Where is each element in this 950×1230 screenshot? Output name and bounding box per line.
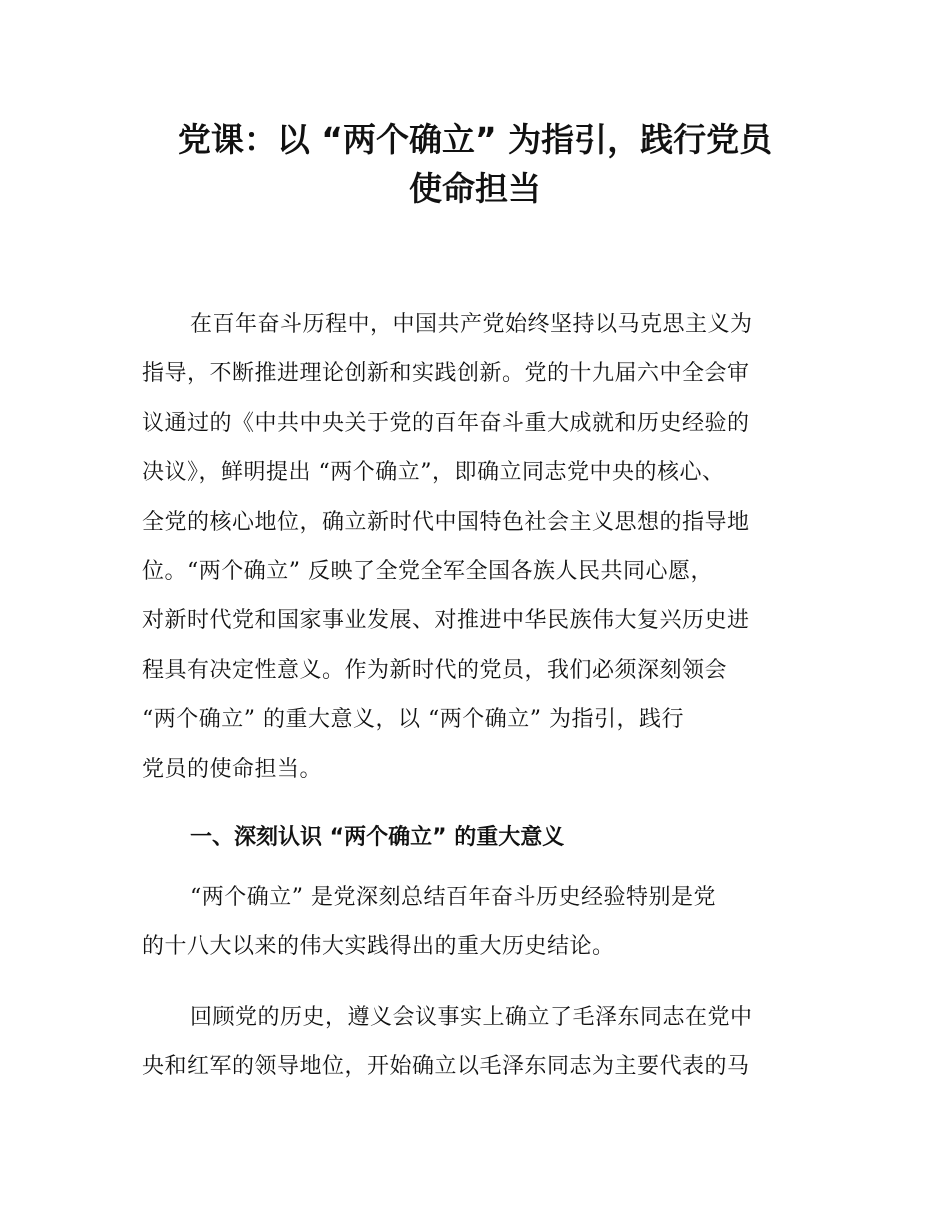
intro-paragraph	[142, 300, 817, 794]
document-title-line-1: 党课：以 “两个确立” 为指引，践行党员	[177, 120, 773, 159]
paragraph-line: “两个确立” 的重大意义，以 “两个确立” 为指引，践行	[142, 707, 684, 733]
paragraph-line: 回顾党的历史，遵义会议事实上确立了毛泽东同志在党中	[190, 1005, 753, 1030]
body-paragraph	[142, 873, 817, 972]
document-title-line-2: 使命担当	[409, 169, 541, 208]
paragraph-line: 央和红军的领导地位，开始确立以毛泽东同志为主要代表的马	[142, 1054, 750, 1080]
paragraph-line: 决议》，鲜明提出 “两个确立”，即确立同志党中央的核心、	[142, 460, 725, 486]
paragraph-line: 在百年奋斗历程中，中国共产党始终坚持以马克思主义为	[190, 312, 753, 337]
paragraph-line: 对新时代党和国家事业发展、对推进中华民族伟大复兴历史进	[142, 608, 750, 634]
paragraph-line: 议通过的《中共中央关于党的百年奋斗重大成就和历史经验的	[142, 410, 750, 436]
paragraph-line: 全党的核心地位，确立新时代中国特色社会主义思想的指导地	[142, 509, 750, 535]
body-paragraph	[142, 993, 817, 1092]
paragraph-line: 位。“两个确立” 反映了全党全军全国各族人民共同心愿，	[142, 559, 713, 585]
paragraph-line: “两个确立” 是党深刻总结百年奋斗历史经验特别是党	[190, 885, 716, 910]
paragraph-line: 党员的使命担当。	[142, 756, 323, 782]
paragraph-line: 程具有决定性意义。作为新时代的党员，我们必须深刻领会	[142, 657, 728, 683]
paragraph-line: 的十八大以来的伟大实践得出的重大历史结论。	[142, 934, 615, 960]
section-heading: 一、深刻认识 “两个确立” 的重大意义	[190, 825, 565, 850]
paragraph-line: 指导，不断推进理论创新和实践创新。党的十九届六中全会审	[142, 361, 750, 387]
